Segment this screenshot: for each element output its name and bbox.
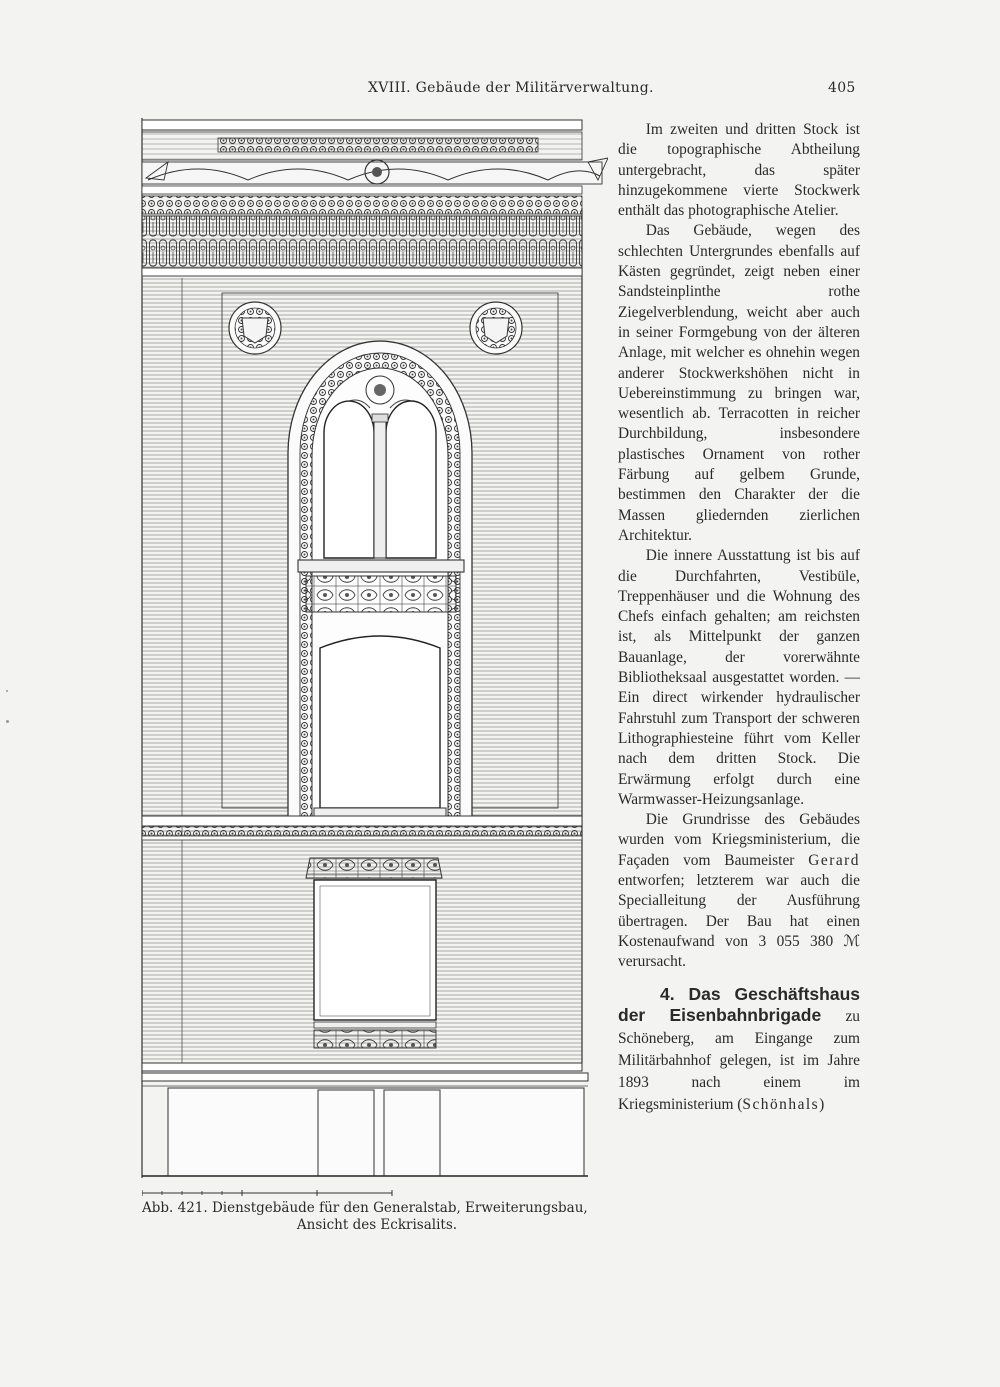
facade-elevation-drawing	[138, 118, 608, 1198]
page-number: 405	[828, 80, 856, 96]
paragraph-4	[618, 810, 860, 972]
paragraph-1: Im zweiten und dritten Stock ist die topographische Abtheilung untergebracht, das später hinzugekommene vierte Stockwerk enthält das photographische Atelier.	[618, 121, 860, 220]
section-heading	[618, 984, 860, 1115]
section-heading-title: 4. Das Geschäftshaus der Eisenbahnbrigade	[618, 984, 860, 1026]
scale-bar	[142, 1188, 394, 1198]
section-continuation-text-a: zu Schöneberg, am Eingange zum Militärbahnhof gelegen, ist im Jahre 1893 nach einem im Kriegsministerium (	[618, 1008, 860, 1114]
text-column	[618, 120, 860, 1115]
running-title: XVIII. Gebäude der Militärverwaltung.	[368, 80, 654, 96]
figure-caption	[142, 1200, 612, 1234]
architect-name-gerard: Gerard	[808, 851, 860, 869]
paper-speck	[6, 690, 8, 692]
paragraph-3: Die innere Ausstattung ist bis auf die Durchfahrten, Vestibüle, Treppenhäuser und die Wohnung des Chefs einfach gehalten; am reichsten ist, als Mittelpunkt der ganzen Bauanlage, der vorerwähnte Bibliotheksaal ausgestattet worden. — Ein direct wirkender hydraulischer Fahrstuhl zum Transport der schweren Lithographiesteine führt vom Keller nach dem dritten Stock. Die Erwärmung erfolgt durch eine Warmwasser-Heizungsanlage.	[618, 547, 860, 808]
caption-line-1: Abb. 421. Dienstgebäude für den Generalstab, Erweiterungsbau,	[142, 1200, 588, 1216]
architect-name-schoenhals: Schönhals	[742, 1096, 820, 1114]
paragraph-4-text-b: entworfen; letzterem war auch die Specialleitung der Ausführung übertragen. Der Bau hat einen Kostenaufwand von 3 055 380 ℳ verursacht.	[618, 871, 860, 971]
paragraph-4-text-a: Die Grundrisse des Gebäudes wurden vom Kriegsministerium, die Façaden vom Baumeister	[618, 811, 860, 869]
paper-speck	[6, 720, 9, 723]
paragraph-2: Das Gebäude, wegen des schlechten Untergrundes ebenfalls auf Kästen gegründet, zeigt neben einer Sandsteinplinthe rothe Ziegelverblendung, weicht aber auch in seiner Formgebung von der älteren Anlage, mit welcher es ohnehin wegen anderer Stockwerkshöhen nicht in Uebereinstimmung zu bringen war, wesentlich ab. Terracotten in reicher Durchbildung, insbesondere plastisches Ornament von rother Färbung auf gelbem Grunde, bestimmen den Charakter der die Massen gliedernden zierlichen Architektur.	[618, 222, 860, 544]
caption-line-2: Ansicht des Eckrisalits.	[296, 1217, 458, 1233]
section-continuation-text-b: )	[819, 1096, 825, 1114]
running-header	[0, 80, 1000, 102]
